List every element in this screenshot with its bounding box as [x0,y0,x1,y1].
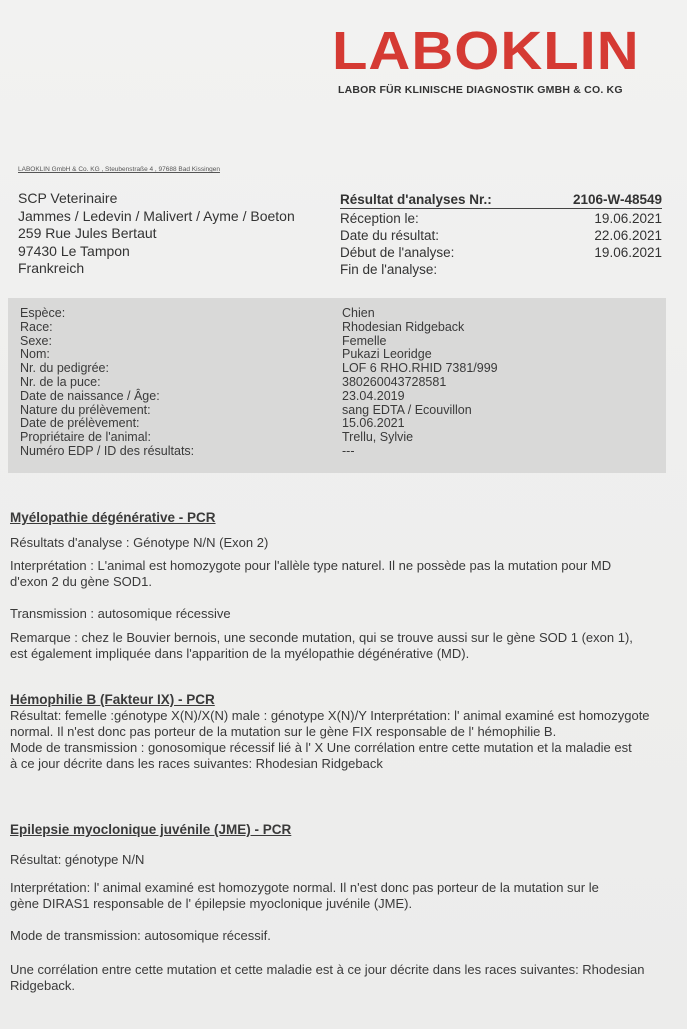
edp-id-value: --- [342,443,355,458]
breed-label: Race: [20,319,53,334]
sex-label: Sexe: [20,333,52,348]
address-line: SCP Veterinaire [18,190,118,206]
sample-type-label: Nature du prélèvement: [20,402,151,417]
md-remark [10,630,633,662]
jme-correlation [10,962,644,994]
owner-value: Trellu, Sylvie [342,430,414,445]
reception-value: 19.06.2021 [594,211,662,226]
analysis-start-row [340,244,662,261]
result-number-row [340,191,662,209]
result-date-value: 22.06.2021 [594,228,662,243]
sample-date-value: 15.06.2021 [342,416,405,431]
address-line: 259 Rue Jules Bertaut [18,225,157,241]
birthdate-value: 23.04.2019 [342,388,405,403]
result-date-row [340,227,662,244]
logo-subtitle: LABOR FÜR KLINISCHE DIAGNOSTIK GMBH & CO. KG [338,84,623,96]
chip-label: Nr. de la puce: [20,374,101,389]
address-line: Jammes / Ledevin / Malivert / Ayme / Boeton [18,207,295,224]
jme-result: Résultat: génotype N/N [10,852,145,867]
result-number-label: Résultat d'analyses Nr.: [340,192,492,207]
md-interp-line: d'exon 2 du gène SOD1. [10,574,152,589]
hemo-line: à ce jour décrite dans les races suivantes: Rhodesian Ridgeback [10,756,383,771]
laboklin-logo: LABOKLIN [332,21,640,82]
results-header [340,191,662,278]
analysis-start-value: 19.06.2021 [594,245,662,260]
patient-labels [20,307,194,459]
jme-transmission: Mode de transmission: autosomique récessif. [10,928,271,943]
species-value: Chien [342,306,375,320]
reception-label: Réception le: [340,211,419,226]
species-label: Espèce: [20,306,66,320]
analysis-end-label: Fin de l'analyse: [340,262,438,277]
pedigree-value: LOF 6 RHO.RHID 7381/999 [342,361,498,376]
name-value: Pukazi Leoridge [342,347,432,362]
jme-interp-line: gène DIRAS1 responsable de l' épilepsie myoclonique juvénile (JME). [10,896,413,911]
hemo-line: normal. Il n'est donc pas porteur de la mutation sur le gène FIX responsable de l' hémophilie B. [10,724,557,739]
md-remark-line: Remarque : chez le Bouvier bernois, une seconde mutation, qui se trouve aussi sur le gène SOD 1 (exon 1), [10,630,633,645]
hemo-section-title: Hémophilie B (Fakteur IX) - PCR [10,692,215,707]
md-section-title: Myélopathie dégénérative - PCR [10,510,216,525]
address-line: Frankreich [18,260,85,276]
sample-date-label: Date de prélèvement: [20,416,140,431]
jme-corr-line: Une corrélation entre cette mutation et cette maladie est à ce jour décrite dans les races suivantes: Rhodesian [10,962,645,977]
md-interp-line: Interprétation : L'animal est homozygote pour l'allèle type naturel. Il ne possède pas la mutation pour MD [10,558,612,573]
md-remark-line: est également impliquée dans l'apparition de la myélopathie dégénérative (MD). [10,646,470,661]
recipient-address [18,190,295,278]
chip-value: 380260043728581 [342,374,447,389]
address-line: 97430 Le Tampon [18,242,130,259]
patient-info-box [8,298,666,473]
jme-interpretation [10,880,599,912]
breed-value: Rhodesian Ridgeback [342,319,465,334]
hemo-line: Résultat: femelle :génotype X(N)/X(N) male : génotype X(N)/Y Interprétation: l' animal examiné est homozygote [10,708,650,723]
analysis-end-row [340,261,662,278]
patient-values [342,307,498,459]
pedigree-label: Nr. du pedigrée: [20,361,109,376]
sender-line: LABOKLIN GmbH & Co. KG , Steubenstraße 4 , 97688 Bad Kissingen [18,166,220,173]
md-interpretation [10,558,611,590]
md-transmission: Transmission : autosomique récessive [10,606,231,621]
owner-label: Propriétaire de l'animal: [20,430,151,445]
result-number-value: 2106-W-48549 [572,192,662,207]
name-label: Nom: [20,347,50,362]
reception-row [340,210,662,227]
edp-id-label: Numéro EDP / ID des résultats: [20,443,195,458]
hemo-line: Mode de transmission : gonosomique récessif lié à l' X Une corrélation entre cette mutation et la maladie est [10,740,632,755]
analysis-start-label: Début de l'analyse: [340,245,455,260]
sample-type-value: sang EDTA / Ecouvillon [342,402,472,417]
jme-interp-line: Interprétation: l' animal examiné est homozygote normal. Il n'est donc pas porteur de la mutation sur le [10,880,599,895]
birthdate-label: Date de naissance / Âge: [20,388,160,403]
md-result: Résultats d'analyse : Génotype N/N (Exon 2) [10,535,269,550]
hemo-body [10,708,650,772]
jme-section-title: Epilepsie myoclonique juvénile (JME) - PCR [10,822,292,837]
jme-corr-line: Ridgeback. [10,978,76,993]
sex-value: Femelle [342,333,387,348]
result-date-label: Date du résultat: [340,228,440,243]
